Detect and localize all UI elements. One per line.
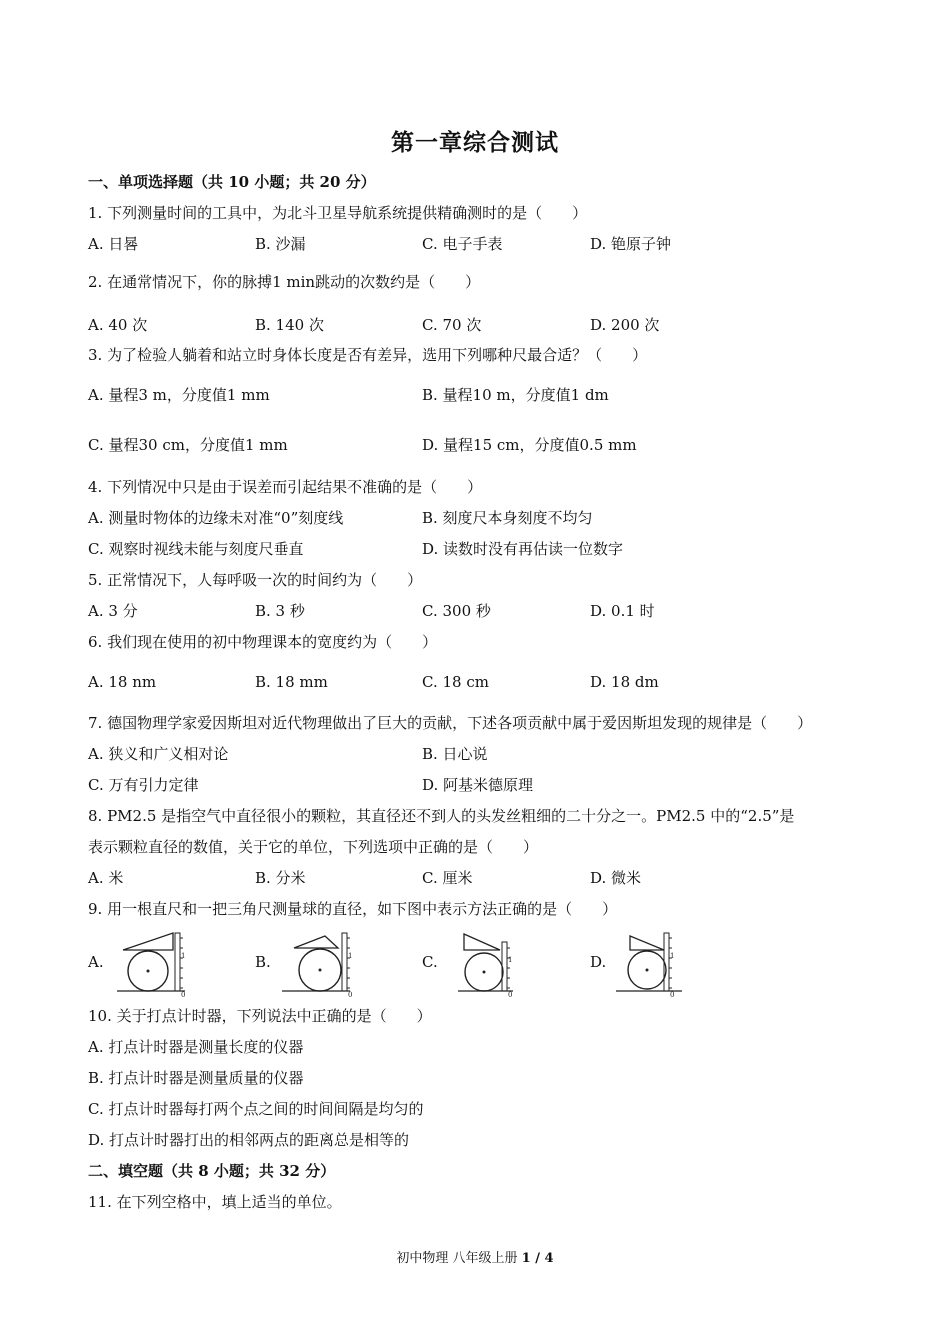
question-6: 6. 我们现在使用的初中物理课本的宽度约为（ ）	[88, 633, 438, 651]
q6-option-b: B. 18 mm	[255, 673, 328, 691]
q9-d-tick-0: 0	[670, 991, 675, 998]
question-8: 8. PM2.5 是指空气中直径很小的颗粒，其直径还不到人的头发丝粗细的二十分之一。PM2.5 中的“2.5”是	[88, 807, 795, 825]
section-heading-2: 二、填空题（共 8 小题；共 32 分）	[88, 1162, 336, 1180]
q3-option-b: B. 量程10 m，分度值1 dm	[422, 386, 609, 404]
q1-option-c: C. 电子手表	[422, 235, 503, 253]
question-7: 7. 德国物理学家爱因斯坦对近代物理做出了巨大的贡献，下述各项贡献中属于爱因斯坦发现的规律是（ ）	[88, 714, 813, 732]
q9-option-b: B.	[255, 953, 271, 971]
q1-option-b: B. 沙漏	[255, 235, 306, 253]
q9-c-tick-1: 1	[508, 956, 513, 964]
q5-option-a: A. 3 分	[88, 602, 138, 620]
page-title: 第一章综合测试	[391, 129, 559, 156]
q10-option-d: D. 打点计时器打出的相邻两点的距离总是相等的	[88, 1131, 410, 1149]
q1-option-d: D. 铯原子钟	[590, 235, 672, 253]
q9-d-tick-1: 1	[670, 952, 675, 960]
q7-option-d: D. 阿基米德原理	[422, 776, 534, 794]
section-heading-1: 一、单项选择题（共 10 小题；共 20 分）	[88, 173, 376, 191]
q9-a-tick-0: 0	[181, 991, 186, 998]
q7-option-a: A. 狭义和广义相对论	[88, 745, 229, 763]
q9-a-tick-1: 1	[181, 952, 186, 960]
question-2: 2. 在通常情况下，你的脉搏1 min跳动的次数约是（ ）	[88, 273, 481, 291]
question-9: 9. 用一根直尺和一把三角尺测量球的直径，如下图中表示方法正确的是（ ）	[88, 900, 618, 918]
q5-option-d: D. 0.1 时	[590, 602, 655, 620]
question-3: 3. 为了检验人躺着和站立时身体长度是否有差异，选用下列哪种尺最合适？（ ）	[88, 346, 648, 364]
q9-b-tick-1: 1	[348, 952, 353, 960]
q7-option-b: B. 日心说	[422, 745, 488, 763]
q10-option-c: C. 打点计时器每打两个点之间的时间间隔是均匀的	[88, 1100, 424, 1118]
question-10: 10. 关于打点计时器，下列说法中正确的是（ ）	[88, 1007, 432, 1025]
q6-option-a: A. 18 nm	[88, 673, 157, 691]
q3-option-d: D. 量程15 cm，分度值0.5 mm	[422, 436, 637, 454]
question-4: 4. 下列情况中只是由于误差而引起结果不准确的是（ ）	[88, 478, 483, 496]
q8-option-c: C. 厘米	[422, 869, 473, 887]
q9-option-c: C.	[422, 953, 438, 971]
question-1: 1. 下列测量时间的工具中，为北斗卫星导航系统提供精确测时的是（ ）	[88, 204, 588, 222]
q2-option-b: B. 140 次	[255, 316, 324, 334]
q7-option-c: C. 万有引力定律	[88, 776, 199, 794]
q3-option-a: A. 量程3 m，分度值1 mm	[88, 386, 270, 404]
q9-figure-c	[448, 930, 523, 998]
q5-option-b: B. 3 秒	[255, 602, 305, 620]
q4-option-b: B. 刻度尺本身刻度不均匀	[422, 509, 593, 527]
q3-option-c: C. 量程30 cm，分度值1 mm	[88, 436, 288, 454]
q4-option-c: C. 观察时视线未能与刻度尺垂直	[88, 540, 304, 558]
q10-option-b: B. 打点计时器是测量质量的仪器	[88, 1069, 304, 1087]
q2-option-a: A. 40 次	[88, 316, 148, 334]
footer-text: 初中物理 八年级上册	[396, 1251, 522, 1266]
q2-option-c: C. 70 次	[422, 316, 482, 334]
question-11: 11. 在下列空格中，填上适当的单位。	[88, 1193, 342, 1211]
q9-c-tick-0: 0	[508, 991, 513, 998]
q9-figure-a	[115, 930, 190, 998]
q8-option-b: B. 分米	[255, 869, 306, 887]
question-5: 5. 正常情况下，人每呼吸一次的时间约为（ ）	[88, 571, 423, 589]
q9-figure-b	[280, 930, 355, 998]
question-8-continued: 表示颗粒直径的数值，关于它的单位，下列选项中正确的是（ ）	[88, 838, 539, 856]
q8-option-d: D. 微米	[590, 869, 642, 887]
q9-option-a: A.	[88, 953, 104, 971]
q8-option-a: A. 米	[88, 869, 124, 887]
q6-option-d: D. 18 dm	[590, 673, 659, 691]
q9-b-tick-0: 0	[348, 991, 353, 998]
q1-option-a: A. 日晷	[88, 235, 139, 253]
q4-option-a: A. 测量时物体的边缘未对准“0”刻度线	[88, 509, 344, 527]
q9-option-d: D.	[590, 953, 607, 971]
q9-figure-d	[612, 930, 687, 998]
q6-option-c: C. 18 cm	[422, 673, 489, 691]
footer-page-number: 1	[521, 1251, 531, 1266]
page-footer	[0, 1247, 950, 1266]
footer-page-total: 4	[544, 1251, 554, 1266]
q2-option-d: D. 200 次	[590, 316, 660, 334]
q4-option-d: D. 读数时没有再估读一位数字	[422, 540, 624, 558]
q10-option-a: A. 打点计时器是测量长度的仪器	[88, 1038, 304, 1056]
footer-separator: /	[530, 1251, 545, 1266]
q5-option-c: C. 300 秒	[422, 602, 491, 620]
